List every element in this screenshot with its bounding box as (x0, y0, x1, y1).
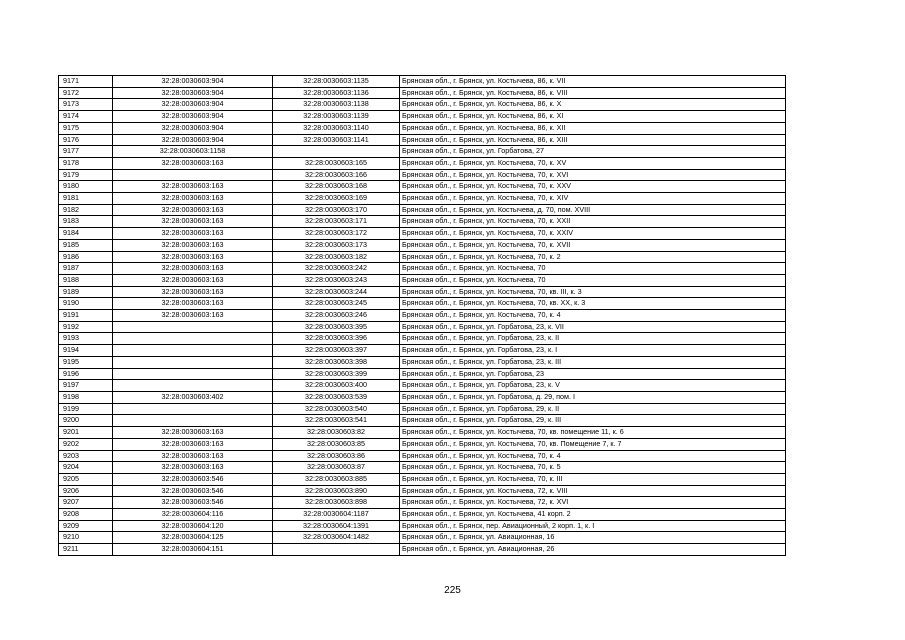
row-number-cell: 9183 (59, 216, 113, 228)
parent-cadastral-number-cell (113, 345, 273, 357)
address-cell: Брянская обл., г. Брянск, ул. Костычева, 86, к. XI (400, 111, 786, 123)
cadastral-number-cell: 32:28:0030603:1136 (273, 87, 400, 99)
parent-cadastral-number-cell: 32:28:0030604:116 (113, 509, 273, 521)
address-cell: Брянская обл., г. Брянск, ул. Горбатова, 23, к. V (400, 380, 786, 392)
parent-cadastral-number-cell: 32:28:0030603:163 (113, 193, 273, 205)
parent-cadastral-number-cell: 32:28:0030603:163 (113, 228, 273, 240)
parent-cadastral-number-cell: 32:28:0030604:151 (113, 544, 273, 556)
cadastral-number-cell: 32:28:0030603:173 (273, 239, 400, 251)
address-cell: Брянская обл., г. Брянск, ул. Костычева, 70, к. 5 (400, 462, 786, 474)
row-number-cell: 9173 (59, 99, 113, 111)
row-number-cell: 9193 (59, 333, 113, 345)
cadastral-number-cell: 32:28:0030603:166 (273, 169, 400, 181)
row-number-cell: 9206 (59, 485, 113, 497)
row-number-cell: 9200 (59, 415, 113, 427)
cadastral-number-cell: 32:28:0030603:87 (273, 462, 400, 474)
parent-cadastral-number-cell (113, 415, 273, 427)
parent-cadastral-number-cell: 32:28:0030603:163 (113, 298, 273, 310)
table-row (59, 228, 786, 240)
parent-cadastral-number-cell: 32:28:0030603:1158 (113, 146, 273, 158)
cadastral-number-cell: 32:28:0030604:1187 (273, 509, 400, 521)
parent-cadastral-number-cell: 32:28:0030603:546 (113, 473, 273, 485)
cadastral-number-cell: 32:28:0030603:245 (273, 298, 400, 310)
table-row (59, 274, 786, 286)
table-row (59, 427, 786, 439)
address-cell: Брянская обл., г. Брянск, ул. Костычева, 70, к. 2 (400, 251, 786, 263)
address-cell: Брянская обл., г. Брянск, ул. Костычева, 70 (400, 263, 786, 275)
parent-cadastral-number-cell: 32:28:0030603:904 (113, 134, 273, 146)
row-number-cell: 9196 (59, 368, 113, 380)
cadastral-number-cell: 32:28:0030603:397 (273, 345, 400, 357)
address-cell: Брянская обл., г. Брянск, ул. Костычева, 41 корп. 2 (400, 509, 786, 521)
table-row (59, 251, 786, 263)
table-row (59, 333, 786, 345)
cadastral-number-cell: 32:28:0030603:246 (273, 310, 400, 322)
table-row (59, 157, 786, 169)
row-number-cell: 9175 (59, 122, 113, 134)
table-row (59, 239, 786, 251)
address-cell: Брянская обл., г. Брянск, ул. Костычева, 86, к. XIII (400, 134, 786, 146)
address-cell: Брянская обл., г. Брянск, ул. Костычева, 70, к. XXIV (400, 228, 786, 240)
parent-cadastral-number-cell (113, 380, 273, 392)
address-cell: Брянская обл., г. Брянск, ул. Горбатова, 29, к. II (400, 403, 786, 415)
row-number-cell: 9178 (59, 157, 113, 169)
table-row (59, 286, 786, 298)
row-number-cell: 9181 (59, 193, 113, 205)
row-number-cell: 9195 (59, 356, 113, 368)
row-number-cell: 9184 (59, 228, 113, 240)
parent-cadastral-number-cell: 32:28:0030603:163 (113, 286, 273, 298)
address-cell: Брянская обл., г. Брянск, ул. Костычева, 70, к. XIV (400, 193, 786, 205)
address-cell: Брянская обл., г. Брянск, ул. Горбатова, д. 29, пом. I (400, 391, 786, 403)
cadastral-number-cell: 32:28:0030603:1135 (273, 76, 400, 88)
address-cell: Брянская обл., г. Брянск, ул. Костычева, 70, к. III (400, 473, 786, 485)
address-cell: Брянская обл., г. Брянск, ул. Костычева, 70, к. 4 (400, 450, 786, 462)
address-cell: Брянская обл., г. Брянск, ул. Горбатова, 23, к. I (400, 345, 786, 357)
parent-cadastral-number-cell: 32:28:0030603:163 (113, 204, 273, 216)
address-cell: Брянская обл., г. Брянск, ул. Костычева, 70, кв. XX, к. 3 (400, 298, 786, 310)
table-row (59, 321, 786, 333)
table-row (59, 403, 786, 415)
cadastral-number-cell: 32:28:0030603:1138 (273, 99, 400, 111)
address-cell: Брянская обл., г. Брянск, ул. Костычева, 70, к. XVII (400, 239, 786, 251)
table-row (59, 380, 786, 392)
cadastral-number-cell: 32:28:0030603:398 (273, 356, 400, 368)
address-cell: Брянская обл., г. Брянск, ул. Костычева, 86, к. X (400, 99, 786, 111)
parent-cadastral-number-cell: 32:28:0030603:546 (113, 497, 273, 509)
row-number-cell: 9188 (59, 274, 113, 286)
table-row (59, 310, 786, 322)
table-row (59, 532, 786, 544)
address-cell: Брянская обл., г. Брянск, ул. Костычева, 86, к. VIII (400, 87, 786, 99)
address-cell: Брянская обл., г. Брянск, ул. Костычева, д. 70, пом. XVIII (400, 204, 786, 216)
table-row (59, 263, 786, 275)
row-number-cell: 9202 (59, 438, 113, 450)
cadastral-number-cell: 32:28:0030603:400 (273, 380, 400, 392)
table-row (59, 134, 786, 146)
cadastral-number-cell: 32:28:0030603:243 (273, 274, 400, 286)
cadastral-number-cell: 32:28:0030603:395 (273, 321, 400, 333)
address-cell: Брянская обл., г. Брянск, ул. Горбатова, 23, к. II (400, 333, 786, 345)
address-cell: Брянская обл., г. Брянск, пер. Авиационный, 2 корп. 1, к. I (400, 520, 786, 532)
row-number-cell: 9210 (59, 532, 113, 544)
parent-cadastral-number-cell: 32:28:0030603:163 (113, 427, 273, 439)
table-row (59, 485, 786, 497)
row-number-cell: 9174 (59, 111, 113, 123)
cadastral-number-cell: 32:28:0030603:898 (273, 497, 400, 509)
table-row (59, 462, 786, 474)
cadastral-number-cell: 32:28:0030603:399 (273, 368, 400, 380)
table-row (59, 87, 786, 99)
address-cell: Брянская обл., г. Брянск, ул. Костычева, 70, кв. помещение 11, к. 6 (400, 427, 786, 439)
cadastral-number-cell: 32:28:0030603:1140 (273, 122, 400, 134)
address-cell: Брянская обл., г. Брянск, ул. Костычева, 70, к. XVI (400, 169, 786, 181)
table-row (59, 356, 786, 368)
parent-cadastral-number-cell (113, 333, 273, 345)
registry-table (58, 75, 786, 556)
table-row (59, 391, 786, 403)
table-row (59, 345, 786, 357)
row-number-cell: 9192 (59, 321, 113, 333)
table-row (59, 497, 786, 509)
cadastral-number-cell: 32:28:0030603:165 (273, 157, 400, 169)
page-number: 225 (444, 585, 461, 596)
row-number-cell: 9189 (59, 286, 113, 298)
address-cell: Брянская обл., г. Брянск, ул. Костычева, 86, к. XII (400, 122, 786, 134)
table-row (59, 520, 786, 532)
cadastral-number-cell: 32:28:0030603:242 (273, 263, 400, 275)
address-cell: Брянская обл., г. Брянск, ул. Костычева, 70 (400, 274, 786, 286)
cadastral-number-cell: 32:28:0030603:171 (273, 216, 400, 228)
parent-cadastral-number-cell: 32:28:0030603:163 (113, 263, 273, 275)
address-cell: Брянская обл., г. Брянск, ул. Горбатова, 29, к. III (400, 415, 786, 427)
address-cell: Брянская обл., г. Брянск, ул. Костычева, 70, к. XV (400, 157, 786, 169)
row-number-cell: 9185 (59, 239, 113, 251)
parent-cadastral-number-cell: 32:28:0030603:163 (113, 450, 273, 462)
parent-cadastral-number-cell: 32:28:0030603:163 (113, 462, 273, 474)
cadastral-number-cell: 32:28:0030603:244 (273, 286, 400, 298)
cadastral-number-cell: 32:28:0030604:1482 (273, 532, 400, 544)
cadastral-number-cell (273, 544, 400, 556)
row-number-cell: 9205 (59, 473, 113, 485)
row-number-cell: 9199 (59, 403, 113, 415)
cadastral-number-cell: 32:28:0030604:1391 (273, 520, 400, 532)
cadastral-number-cell: 32:28:0030603:541 (273, 415, 400, 427)
cadastral-number-cell: 32:28:0030603:890 (273, 485, 400, 497)
row-number-cell: 9191 (59, 310, 113, 322)
parent-cadastral-number-cell (113, 321, 273, 333)
parent-cadastral-number-cell: 32:28:0030603:163 (113, 181, 273, 193)
parent-cadastral-number-cell: 32:28:0030603:163 (113, 251, 273, 263)
parent-cadastral-number-cell: 32:28:0030603:904 (113, 111, 273, 123)
row-number-cell: 9203 (59, 450, 113, 462)
address-cell: Брянская обл., г. Брянск, ул. Костычева, 70, кв. Помещение 7, к. 7 (400, 438, 786, 450)
cadastral-number-cell (273, 146, 400, 158)
cadastral-number-cell: 32:28:0030603:396 (273, 333, 400, 345)
table-row (59, 169, 786, 181)
row-number-cell: 9187 (59, 263, 113, 275)
row-number-cell: 9186 (59, 251, 113, 263)
cadastral-number-cell: 32:28:0030603:1139 (273, 111, 400, 123)
cadastral-number-cell: 32:28:0030603:82 (273, 427, 400, 439)
address-cell: Брянская обл., г. Брянск, ул. Костычева, 70, к. 4 (400, 310, 786, 322)
row-number-cell: 9182 (59, 204, 113, 216)
parent-cadastral-number-cell: 32:28:0030603:546 (113, 485, 273, 497)
cadastral-number-cell: 32:28:0030603:885 (273, 473, 400, 485)
parent-cadastral-number-cell: 32:28:0030604:125 (113, 532, 273, 544)
table-row (59, 415, 786, 427)
table-row (59, 76, 786, 88)
address-cell: Брянская обл., г. Брянск, ул. Костычева, 72, к. VIII (400, 485, 786, 497)
parent-cadastral-number-cell: 32:28:0030603:163 (113, 216, 273, 228)
parent-cadastral-number-cell: 32:28:0030603:904 (113, 122, 273, 134)
table-row (59, 111, 786, 123)
cadastral-number-cell: 32:28:0030603:170 (273, 204, 400, 216)
parent-cadastral-number-cell: 32:28:0030603:163 (113, 438, 273, 450)
table-row (59, 473, 786, 485)
cadastral-number-cell: 32:28:0030603:169 (273, 193, 400, 205)
table-row (59, 193, 786, 205)
cadastral-number-cell: 32:28:0030603:1141 (273, 134, 400, 146)
row-number-cell: 9194 (59, 345, 113, 357)
row-number-cell: 9204 (59, 462, 113, 474)
address-cell: Брянская обл., г. Брянск, ул. Авиационная, 16 (400, 532, 786, 544)
row-number-cell: 9211 (59, 544, 113, 556)
row-number-cell: 9172 (59, 87, 113, 99)
row-number-cell: 9176 (59, 134, 113, 146)
address-cell: Брянская обл., г. Брянск, ул. Горбатова, 27 (400, 146, 786, 158)
row-number-cell: 9171 (59, 76, 113, 88)
table-row (59, 204, 786, 216)
cadastral-number-cell: 32:28:0030603:85 (273, 438, 400, 450)
row-number-cell: 9208 (59, 509, 113, 521)
parent-cadastral-number-cell: 32:28:0030603:904 (113, 99, 273, 111)
registry-table-body (59, 76, 786, 556)
cadastral-number-cell: 32:28:0030603:540 (273, 403, 400, 415)
cadastral-number-cell: 32:28:0030603:539 (273, 391, 400, 403)
address-cell: Брянская обл., г. Брянск, ул. Костычева, 70, к. XXV (400, 181, 786, 193)
row-number-cell: 9179 (59, 169, 113, 181)
row-number-cell: 9207 (59, 497, 113, 509)
row-number-cell: 9209 (59, 520, 113, 532)
parent-cadastral-number-cell (113, 356, 273, 368)
parent-cadastral-number-cell: 32:28:0030603:402 (113, 391, 273, 403)
cadastral-number-cell: 32:28:0030603:172 (273, 228, 400, 240)
table-row (59, 146, 786, 158)
table-row (59, 438, 786, 450)
address-cell: Брянская обл., г. Брянск, ул. Горбатова, 23, к. VII (400, 321, 786, 333)
parent-cadastral-number-cell (113, 368, 273, 380)
parent-cadastral-number-cell: 32:28:0030603:163 (113, 239, 273, 251)
cadastral-number-cell: 32:28:0030603:168 (273, 181, 400, 193)
row-number-cell: 9197 (59, 380, 113, 392)
parent-cadastral-number-cell: 32:28:0030603:904 (113, 76, 273, 88)
table-row (59, 216, 786, 228)
address-cell: Брянская обл., г. Брянск, ул. Горбатова, 23, к. III (400, 356, 786, 368)
address-cell: Брянская обл., г. Брянск, ул. Авиационная, 26 (400, 544, 786, 556)
cadastral-number-cell: 32:28:0030603:86 (273, 450, 400, 462)
parent-cadastral-number-cell: 32:28:0030603:163 (113, 274, 273, 286)
address-cell: Брянская обл., г. Брянск, ул. Костычева, 72, к. XVI (400, 497, 786, 509)
table-row (59, 544, 786, 556)
table-row (59, 181, 786, 193)
table-row (59, 450, 786, 462)
parent-cadastral-number-cell (113, 169, 273, 181)
address-cell: Брянская обл., г. Брянск, ул. Костычева, 70, к. XXII (400, 216, 786, 228)
cadastral-number-cell: 32:28:0030603:182 (273, 251, 400, 263)
table-row (59, 122, 786, 134)
parent-cadastral-number-cell (113, 403, 273, 415)
parent-cadastral-number-cell: 32:28:0030604:120 (113, 520, 273, 532)
table-row (59, 509, 786, 521)
table-row (59, 99, 786, 111)
row-number-cell: 9198 (59, 391, 113, 403)
table-row (59, 368, 786, 380)
parent-cadastral-number-cell: 32:28:0030603:904 (113, 87, 273, 99)
address-cell: Брянская обл., г. Брянск, ул. Костычева, 86, к. VII (400, 76, 786, 88)
parent-cadastral-number-cell: 32:28:0030603:163 (113, 310, 273, 322)
address-cell: Брянская обл., г. Брянск, ул. Костычева, 70, кв. III, к. 3 (400, 286, 786, 298)
row-number-cell: 9180 (59, 181, 113, 193)
parent-cadastral-number-cell: 32:28:0030603:163 (113, 157, 273, 169)
table-row (59, 298, 786, 310)
row-number-cell: 9177 (59, 146, 113, 158)
row-number-cell: 9201 (59, 427, 113, 439)
row-number-cell: 9190 (59, 298, 113, 310)
address-cell: Брянская обл., г. Брянск, ул. Горбатова, 23 (400, 368, 786, 380)
